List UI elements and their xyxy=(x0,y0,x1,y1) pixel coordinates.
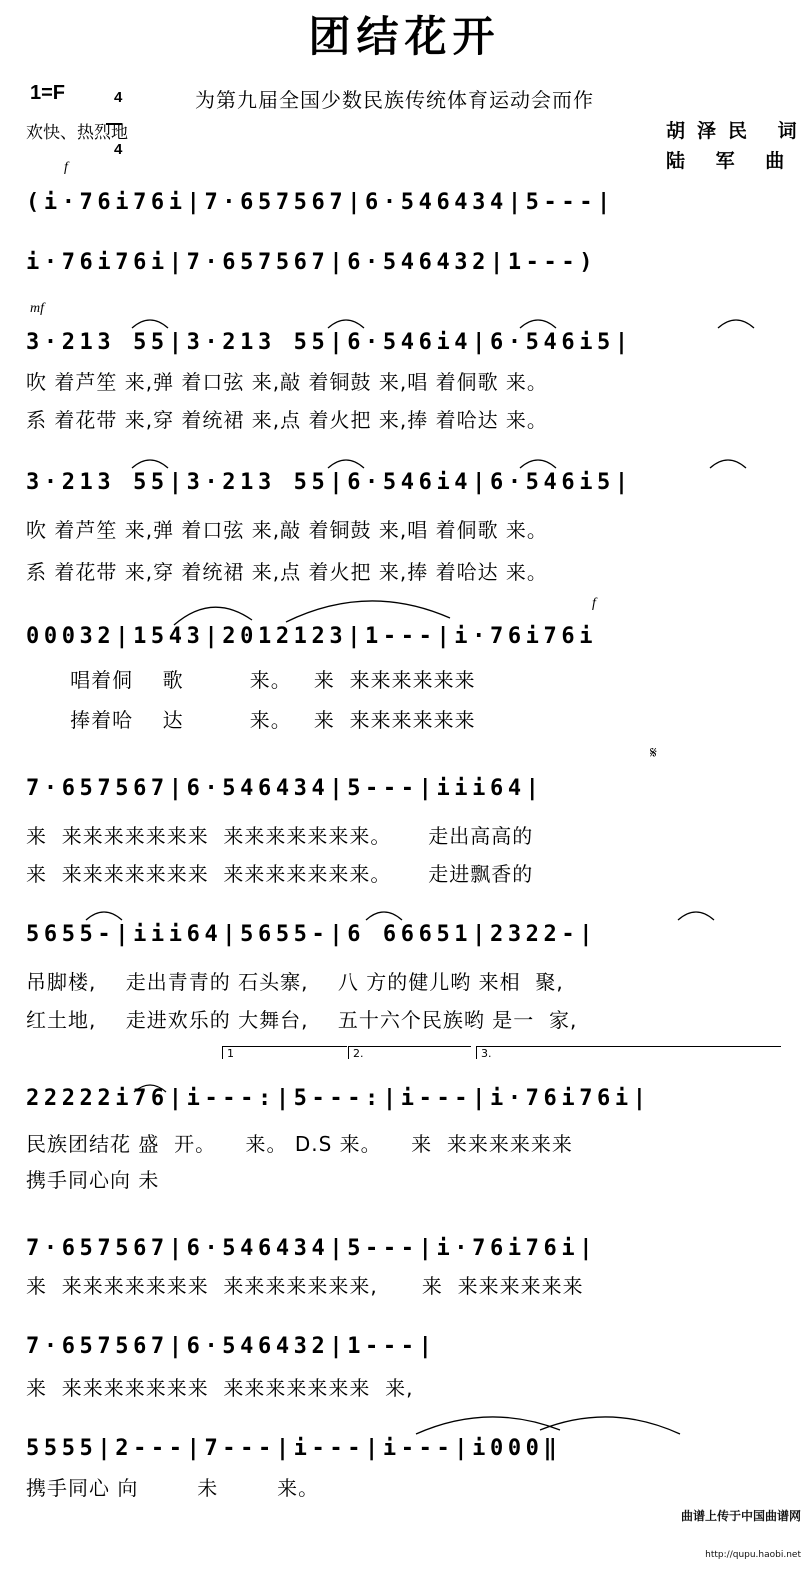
system-7 xyxy=(22,918,792,952)
lyrics-line: 红土地, 走进欢乐的 大舞台, 五十六个民族哟 是一 家, xyxy=(26,1008,578,1032)
system-10 xyxy=(22,1330,792,1364)
lyrics-line: 吹 着芦笙 来,弹 着口弦 来,敲 着铜鼓 来,唱 着侗歌 来。 xyxy=(26,370,548,394)
time-bottom: 4 xyxy=(114,141,123,158)
lyrics-line: 民族团结花 盛 开。 来。 D.S 来。 来 来来来来来来 xyxy=(26,1132,573,1156)
watermark-url: http://qupu.haobi.net xyxy=(705,1550,801,1560)
notation-row: 5655-|iii64|5655-|6 66651|2322-| xyxy=(26,922,598,947)
lyrics-line: 系 着花带 来,穿 着统裙 来,点 着火把 来,捧 着哈达 来。 xyxy=(26,408,548,432)
system-9 xyxy=(22,1232,792,1266)
watermark xyxy=(681,1484,801,1575)
volta-2: 2. xyxy=(348,1046,471,1059)
lyrics-line: 捧着哈 达 来。 来 来来来来来来 xyxy=(26,708,476,732)
volta-1: 1 xyxy=(222,1046,347,1059)
notation-row: 00032|1543|2012123|1---|i·76i76i xyxy=(26,624,598,649)
lyricist-credit: 胡泽民 词 xyxy=(666,120,809,142)
lyrics-line: 系 着花带 来,穿 着统裙 来,点 着火把 来,捧 着哈达 来。 xyxy=(26,560,548,584)
tempo-marking: 欢快、热烈地 xyxy=(26,123,128,143)
system-5 xyxy=(22,620,792,654)
notation-row: 3·213 55|3·213 55|6·546i4|6·546i5| xyxy=(26,330,633,355)
key-signature: 1=F xyxy=(30,82,66,104)
lyrics-line: 来 来来来来来来来 来来来来来来来, 来 来来来来来来 xyxy=(26,1274,584,1298)
composer-credit: 陆 军 曲 xyxy=(666,150,797,172)
notation-row: 7·657567|6·546432|1---| xyxy=(26,1334,437,1359)
lyrics-line: 来 来来来来来来来 来来来来来来来。 走进飘香的 xyxy=(26,862,534,886)
lyrics-line: 来 来来来来来来来 来来来来来来来 来, xyxy=(26,1376,414,1400)
notation-row: i·76i76i|7·657567|6·546432|1---) xyxy=(26,250,598,275)
lyrics-line: 来 来来来来来来来 来来来来来来来。 走出高高的 xyxy=(26,824,534,848)
subtitle: 为第九届全国少数民族传统体育运动会而作 xyxy=(195,88,594,112)
system-1 xyxy=(22,186,792,220)
volta-3: 3. xyxy=(476,1046,781,1059)
lyrics-line: 唱着侗 歌 来。 来 来来来来来来 xyxy=(26,668,476,692)
lyrics-line: 吹 着芦笙 来,弹 着口弦 来,敲 着铜鼓 来,唱 着侗歌 来。 xyxy=(26,518,548,542)
system-4 xyxy=(22,466,792,500)
system-6 xyxy=(22,772,792,806)
notation-row: 3·213 55|3·213 55|6·546i4|6·546i5| xyxy=(26,470,633,495)
dynamic-f-2: f xyxy=(592,596,596,611)
notation-row: 7·657567|6·546434|5---|i·76i76i| xyxy=(26,1236,598,1261)
notation-row: (i·76i76i|7·657567|6·546434|5---| xyxy=(26,190,615,215)
lyrics-line: 携手同心向 未 xyxy=(26,1168,160,1192)
system-11 xyxy=(22,1432,792,1466)
time-top: 4 xyxy=(114,89,123,106)
system-3 xyxy=(22,326,792,360)
dynamic-f: f xyxy=(64,160,68,175)
segno-sign: 𝄋 xyxy=(650,743,657,762)
notation-row: 7·657567|6·546434|5---|iii64| xyxy=(26,776,544,801)
song-title: 团结花开 xyxy=(308,12,501,61)
lyrics-line: 吊脚楼, 走出青青的 石头寨, 八 方的健儿哟 来相 聚, xyxy=(26,970,564,994)
notation-row: 5555|2---|7---|i---|i---|i000‖ xyxy=(26,1436,562,1461)
watermark-line1: 曲谱上传于中国曲谱网 xyxy=(680,1509,801,1523)
lyrics-line: 携手同心 向 未 来。 xyxy=(26,1476,320,1500)
system-2 xyxy=(22,246,792,280)
slur xyxy=(286,601,450,622)
notation-row: 22222i76|i---:|5---:|i---|i·76i76i| xyxy=(26,1086,651,1111)
dynamic-mf: mf xyxy=(30,301,44,316)
system-8 xyxy=(22,1082,792,1116)
